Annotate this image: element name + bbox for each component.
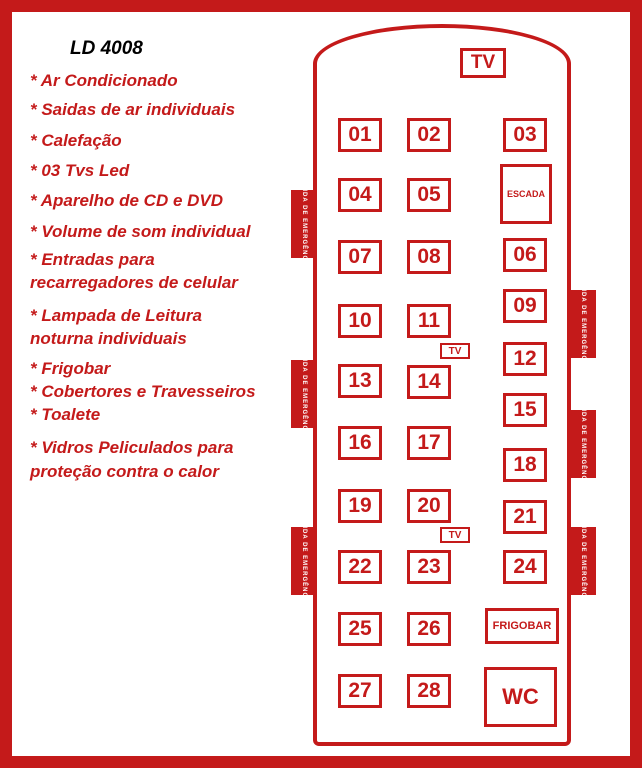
seat-24[interactable]: 24: [503, 550, 547, 584]
seat-04[interactable]: 04: [338, 178, 382, 212]
emergency-exit-label: SAIDA DE EMERGÊNCIA: [580, 516, 586, 606]
seat-27[interactable]: 27: [338, 674, 382, 708]
seat-26[interactable]: 26: [407, 612, 451, 646]
emergency-exit: [570, 279, 596, 369]
seat-10[interactable]: 10: [338, 304, 382, 338]
feature-item: * Volume de som individual: [30, 222, 251, 241]
seat-25[interactable]: 25: [338, 612, 382, 646]
feature-item: * Calefação: [30, 131, 122, 150]
emergency-exit-label: SAIDA DE EMERGÊNCIA: [301, 516, 307, 606]
seat-21[interactable]: 21: [503, 500, 547, 534]
seat-06[interactable]: 06: [503, 238, 547, 272]
feature-item: proteção contra o calor: [30, 462, 219, 481]
emergency-exit: [291, 349, 317, 439]
feature-item: noturna individuais: [30, 329, 187, 348]
emergency-exit: [570, 399, 596, 489]
emergency-exit: [570, 516, 596, 606]
feature-item: * Toalete: [30, 405, 101, 424]
front-tv: TV: [460, 48, 506, 78]
seat-13[interactable]: 13: [338, 364, 382, 398]
seat-01[interactable]: 01: [338, 118, 382, 152]
feature-item: recarregadores de celular: [30, 273, 238, 292]
feature-item: * Entradas para: [30, 250, 155, 269]
seat-14[interactable]: 14: [407, 365, 451, 399]
seat-15[interactable]: 15: [503, 393, 547, 427]
seat-11[interactable]: 11: [407, 304, 451, 338]
seat-03[interactable]: 03: [503, 118, 547, 152]
emergency-exit-label: SAIDA DE EMERGÊNCIA: [580, 279, 586, 369]
seat-18[interactable]: 18: [503, 448, 547, 482]
tv-icon: TV: [440, 343, 470, 359]
seat-19[interactable]: 19: [338, 489, 382, 523]
seat-07[interactable]: 07: [338, 240, 382, 274]
feature-item: * Frigobar: [30, 359, 111, 378]
seat-23[interactable]: 23: [407, 550, 451, 584]
feature-item: * Vidros Peliculados para: [30, 438, 234, 457]
seat-22[interactable]: 22: [338, 550, 382, 584]
seat-12[interactable]: 12: [503, 342, 547, 376]
feature-item: * Saidas de ar individuais: [30, 100, 236, 119]
bus-model-title: LD 4008: [70, 38, 143, 59]
seat-09[interactable]: 09: [503, 289, 547, 323]
stairs: ESCADA: [500, 164, 552, 224]
feature-item: * Lampada de Leitura: [30, 306, 202, 325]
seat-02[interactable]: 02: [407, 118, 451, 152]
emergency-exit: [291, 179, 317, 269]
seat-05[interactable]: 05: [407, 178, 451, 212]
emergency-exit: [291, 516, 317, 606]
emergency-exit-label: SAIDA DE EMERGÊNCIA: [580, 399, 586, 489]
feature-item: * Aparelho de CD e DVD: [30, 191, 224, 210]
toilet: WC: [484, 667, 557, 727]
seat-16[interactable]: 16: [338, 426, 382, 460]
fridge: FRIGOBAR: [485, 608, 559, 644]
feature-item: * Ar Condicionado: [30, 71, 178, 90]
emergency-exit-label: SAIDA DE EMERGÊNCIA: [301, 349, 307, 439]
seat-20[interactable]: 20: [407, 489, 451, 523]
emergency-exit-label: SAIDA DE EMERGÊNCIA: [301, 179, 307, 269]
seat-08[interactable]: 08: [407, 240, 451, 274]
tv-icon: TV: [440, 527, 470, 543]
feature-item: * Cobertores e Travesseiros: [30, 382, 256, 401]
seat-17[interactable]: 17: [407, 426, 451, 460]
feature-item: * 03 Tvs Led: [30, 161, 130, 180]
seat-28[interactable]: 28: [407, 674, 451, 708]
